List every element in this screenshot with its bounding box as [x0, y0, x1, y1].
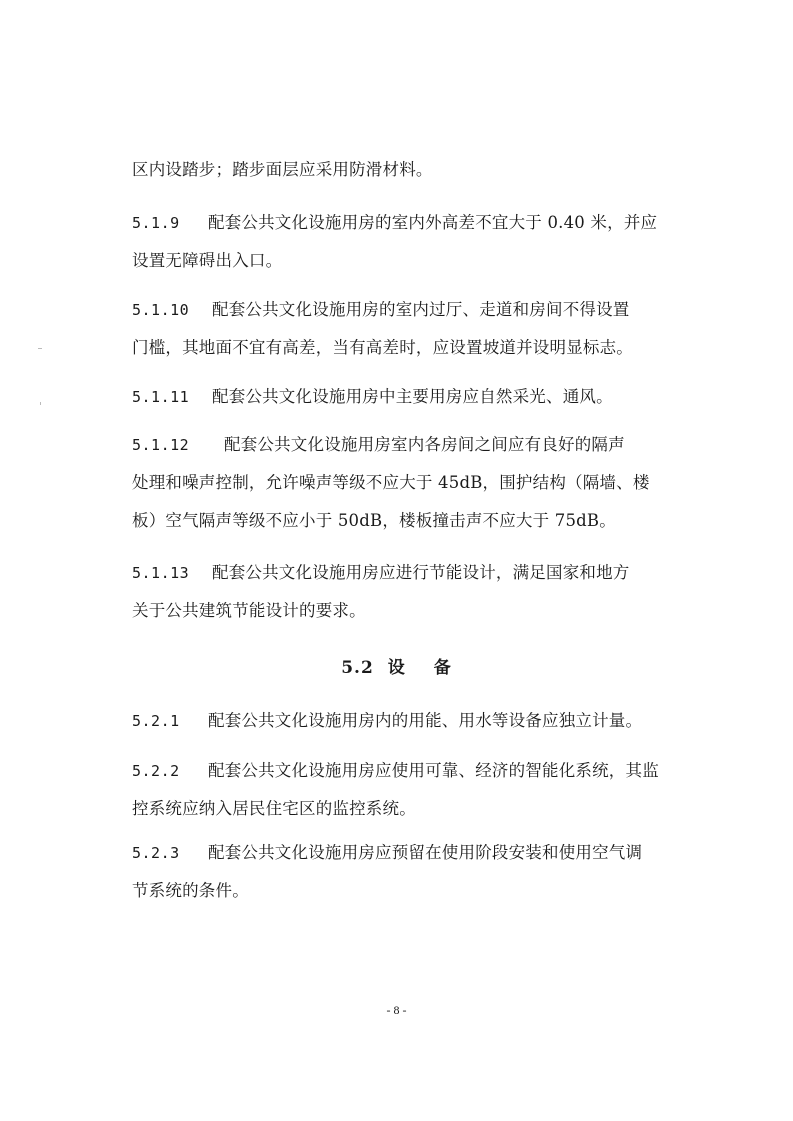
clause-5-1-10: [132, 299, 630, 321]
clause-number: 5.2.2: [132, 762, 180, 780]
text-line: [132, 159, 433, 181]
scan-speck: [40, 402, 41, 405]
clause-5-1-11: [132, 386, 613, 408]
page-number: - 8 -: [386, 1003, 407, 1017]
clause-text: 控系统应纳入居民住宅区的监控系统。: [132, 799, 416, 818]
clause-number: 5.2.3: [132, 844, 180, 862]
clause-text: 配套公共文化设施用房中主要用房应自然采光、通风。: [212, 387, 613, 406]
clause-text: 配套公共文化设施用房内的用能、用水等设备应独立计量。: [208, 711, 643, 730]
clause-text: 处理和噪声控制，允许噪声等级不应大于 45dB，围护结构（隔墙、楼: [132, 473, 650, 492]
clause-text: 配套公共文化设施用房的室内外高差不宜大于 0.40 米，并应: [208, 213, 658, 232]
text-line: [132, 510, 616, 532]
text-line: [132, 880, 249, 902]
clause-text: 配套公共文化设施用房应预留在使用阶段安装和使用空气调: [208, 843, 643, 862]
clause-text: 配套公共文化设施用房的室内过厅、走道和房间不得设置: [212, 300, 630, 319]
clause-text: 门槛，其地面不宜有高差，当有高差时，应设置坡道并设明显标志。: [132, 338, 633, 357]
text-line: [132, 337, 633, 359]
section-heading: [0, 656, 793, 680]
text-line: [132, 798, 416, 820]
clause-5-2-3: [132, 842, 642, 864]
scan-speck: [38, 348, 42, 349]
text-line: [132, 472, 650, 494]
clause-number: 5.1.10: [132, 301, 190, 319]
clause-number: 5.1.13: [132, 564, 190, 582]
clause-text: 板）空气隔声等级不应小于 50dB，楼板撞击声不应大于 75dB。: [132, 511, 616, 530]
clause-text: 关于公共建筑节能设计的要求。: [132, 601, 366, 620]
section-number: 5.2: [341, 658, 374, 678]
clause-text: 配套公共文化设施用房室内各房间之间应有良好的隔声: [224, 435, 625, 454]
clause-text: 设置无障碍出入口。: [132, 251, 283, 270]
section-title-char: 备: [433, 658, 452, 678]
clause-text: 配套公共文化设施用房应使用可靠、经济的智能化系统，其监: [208, 761, 659, 780]
clause-5-2-2: [132, 760, 659, 782]
clause-number: 5.1.9: [132, 214, 180, 232]
clause-number: 5.2.1: [132, 712, 180, 730]
clause-number: 5.1.11: [132, 388, 190, 406]
clause-5-1-13: [132, 562, 630, 584]
text-line: [132, 250, 282, 272]
text-line: [132, 600, 366, 622]
section-title-char: 设: [387, 658, 406, 678]
clause-5-1-12: [132, 434, 625, 456]
clause-5-1-9: [132, 212, 657, 234]
clause-number: 5.1.12: [132, 436, 190, 454]
clause-5-2-1: [132, 710, 642, 732]
paragraph-text: 区内设踏步；踏步面层应采用防滑材料。: [132, 160, 433, 179]
clause-text: 配套公共文化设施用房应进行节能设计，满足国家和地方: [212, 563, 630, 582]
clause-text: 节系统的条件。: [132, 881, 249, 900]
